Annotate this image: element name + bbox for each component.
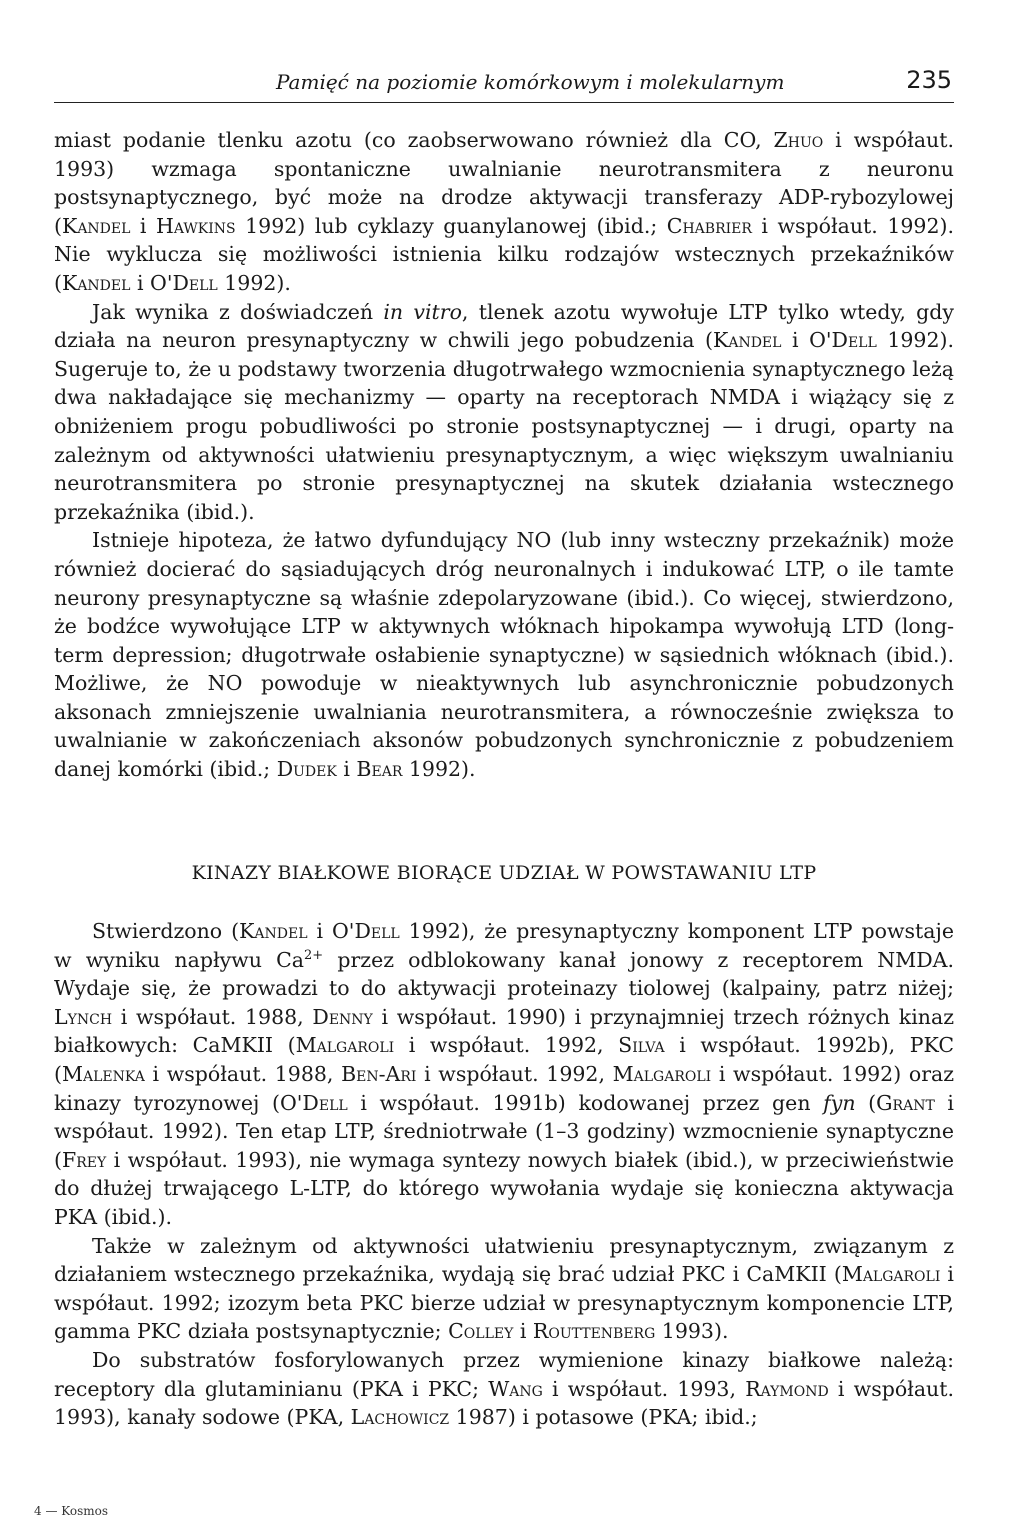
- paragraph: Jak wynika z doświadczeń in vitro, tlenek azotu wywołuje LTP tylko wtedy, gdy działa na neuron presynaptyczny w chwili jego pobudzenia (Kandel i O'Dell 1992). Sugeruje to, że u podstawy tworzenia długotrwałego wzmocnienia synaptycznego leżą dwa nakładające się mechanizmy — oparty na receptorach NMDA i wiążący się z obniżeniem progu pobudliwości po stronie postsynaptycznej — i drugi, oparty na zależnym od aktywności ułatwieniu presynaptycznym, a więc większym uwalnianiu neurotransmitera po stronie presynaptycznej na skutek działania wstecznego przekaźnika (ibid.).: [54, 299, 955, 524]
- section-heading: KINAZY BIAŁKOWE BIORĄCE UDZIAŁ W POWSTAWANIU LTP: [191, 862, 817, 884]
- paragraph: Także w zależnym od aktywności ułatwieniu presynaptycznym, związanym z działaniem wstecznego przekaźnika, wydają się brać udział PKC i CaMKII (Malgaroli i współaut. 1992; izozym beta PKC bierze udział w presynaptycznym komponencie LTP, gamma PKC działa postsynaptycznie; Colley i Routtenberg 1993).: [54, 1233, 954, 1344]
- paragraph: Stwierdzono (Kandel i O'Dell 1992), że presynaptyczny komponent LTP powstaje w wyniku napływu $Ca^{2+}$ przez odblokowany kanał jonowy z receptorem NMDA. Wydaje się, że prowadzi to do aktywacji proteinazy tiolowej (kalpainy, patrz niżej; Lynch i współaut. 1988, Denny i współaut. 1990) i przynajmniej trzech różnych kinaz białkowych: CaMKII (Malgaroli i współaut. 1992, Silva i współaut. 1992b), PKC (Malenka i współaut. 1988, Ben-Ari i współaut. 1992, Malgaroli i współaut. 1992) oraz kinazy tyrozynowej (O'Dell i współaut. 1991b) kodowanej przez gen fyn (Grant i współaut. 1992). Ten etap LTP, średniotrwałe (1–3 godziny) wzmocnienie synaptyczne (Frey i współaut. 1993), nie wymaga syntezy nowych białek (ibid.), w przeciwieństwie do dłużej trwającego L-LTP, do którego wywołania wydaje się konieczna aktywacja PKA (ibid.).: [54, 919, 955, 1229]
- paragraph: Istnieje hipoteza, że łatwo dyfundujący NO (lub inny wsteczny przekaźnik) może również docierać do sąsiadujących dróg neuronalnych i indukować LTP, o ile tamte neurony presynaptyczne są właśnie zdepolaryzowane (ibid.). Co więcej, stwierdzono, że bodźce wywołujące LTP w aktywnych włóknach hipokampa wywołują LTD (long-term depression; długotrwałe osłabienie synaptyczne) w sąsiednich włóknach (ibid.). Możliwe, że NO powoduje w nieaktywnych lub asynchronicznie pobudzonych aksonach zmniejszenie uwalniania neurotransmitera, a równocześnie zwiększa to uwalnianie w zakończeniach aksonów pobudzonych synchronicznie z pobudzeniem danej komórki (ibid.; Dudek i Bear 1992).: [54, 528, 954, 782]
- body-text-section-1: [54, 126, 954, 784]
- page-number: 235: [906, 66, 952, 94]
- running-header: [54, 66, 954, 103]
- page-footer: 4 — Kosmos: [34, 1504, 109, 1518]
- paragraph: Do substratów fosforylowanych przez wymienione kinazy białkowe należą: receptory dla glutaminianu (PKA i PKC; Wang i współaut. 1993, Raymond i współaut. 1993), kanały sodowe (PKA, Lachowicz 1987) i potasowe (PKA; ibid.;: [54, 1347, 954, 1430]
- paragraph: miast podanie tlenku azotu (co zaobserwowano również dla CO, Zhuo i współaut. 1993) wzmaga spontaniczne uwalnianie neurotransmitera z neuronu postsynaptycznego, być może na drodze aktywacji transferazy ADP-rybozylowej (Kandel i Hawkins 1992) lub cyklazy guanylanowej (ibid.; Chabrier i współaut. 1992). Nie wyklucza się możliwości istnienia kilku rodzajów wstecznych przekaźników (Kandel i O'Dell 1992).: [54, 128, 954, 295]
- running-header-title: Pamięć na poziomie komórkowym i molekularnym: [276, 70, 785, 94]
- body-text-section-2: [54, 917, 954, 1432]
